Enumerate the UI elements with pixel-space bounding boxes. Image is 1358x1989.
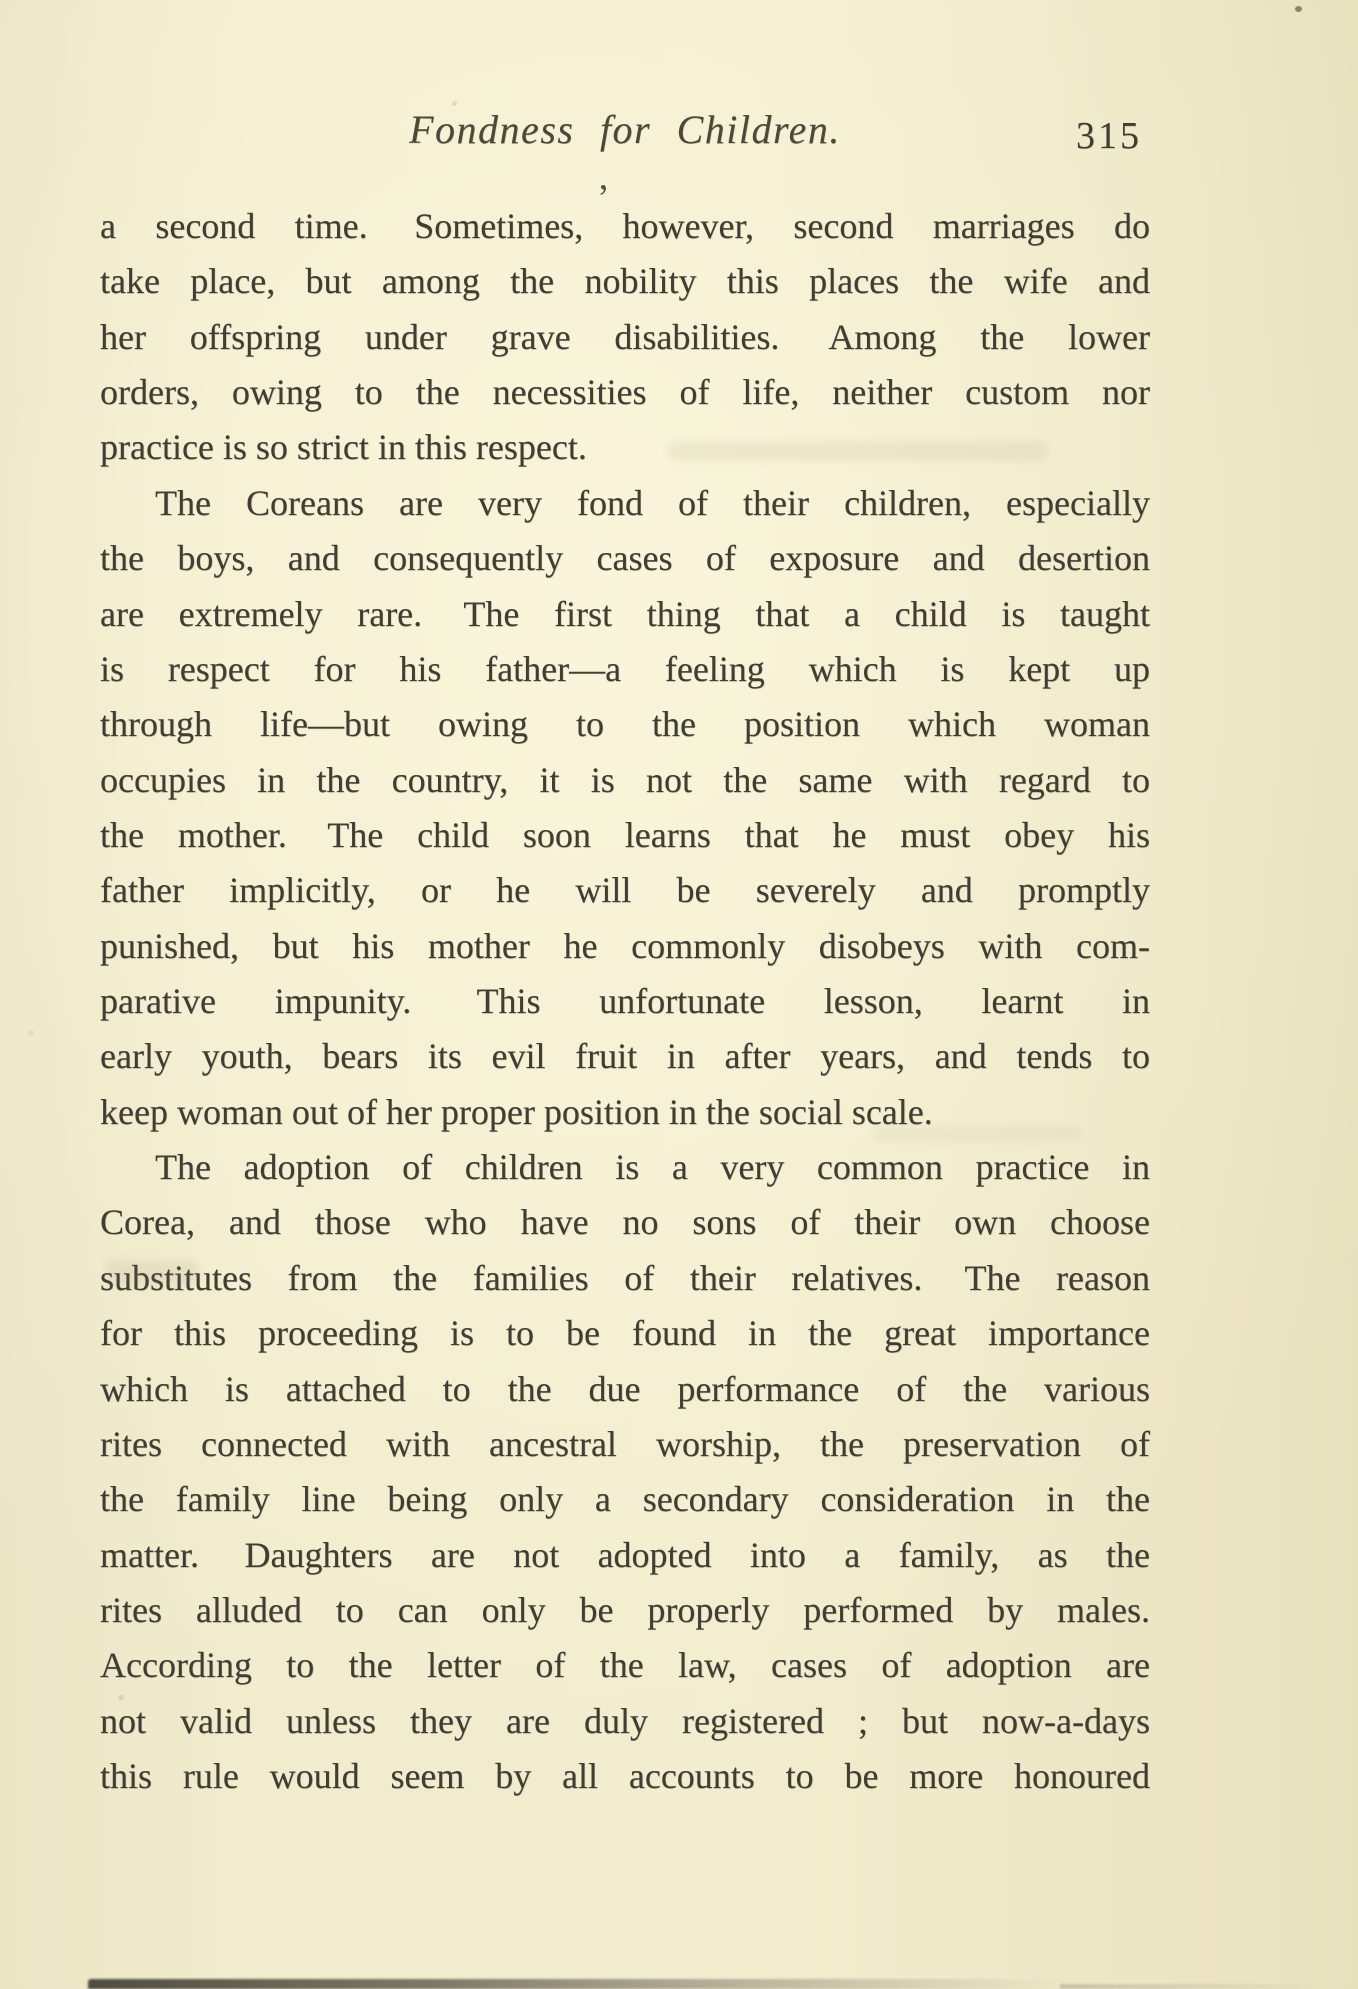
text-line: The Coreans are very fond of their children, especially: [155, 482, 1150, 523]
paragraph: [100, 199, 1150, 476]
page-edge-shadow: [1060, 1984, 1320, 1989]
text-line: occupies in the country, it is not the same with regard to: [100, 759, 1150, 800]
text-line: According to the letter of the law, cases of adoption are: [100, 1645, 1150, 1686]
text-line: which is attached to the due performance of the various: [100, 1368, 1150, 1409]
text-line: orders, owing to the necessities of life, neither custom nor: [100, 372, 1150, 413]
text-line: keep woman out of her proper position in the social scale.: [100, 1091, 933, 1132]
paragraph: [100, 476, 1150, 1140]
text-line: rites connected with ancestral worship, the preservation of: [100, 1423, 1150, 1464]
text-line: father implicitly, or he will be severely and promptly: [100, 870, 1150, 911]
paper-speck: [118, 1695, 124, 1700]
text-line: the boys, and consequently cases of exposure and desertion: [100, 538, 1150, 579]
page-title: Fondness for Children.: [409, 107, 841, 152]
paper-speck: [676, 612, 681, 616]
text-line: through life—but owing to the position which woman: [100, 704, 1150, 745]
text-line: matter. Daughters are not adopted into a family, as the: [100, 1534, 1150, 1575]
page-number: 315: [1076, 115, 1142, 157]
text-line: her offspring under grave disabilities. Among the lower: [100, 316, 1150, 357]
text-line: for this proceeding is to be found in the great importance: [100, 1313, 1150, 1354]
text-line: substitutes from the families of their relatives. The reason: [100, 1257, 1150, 1298]
text-line: practice is so strict in this respect.: [100, 427, 587, 468]
text-line: is respect for his father—a feeling which is kept up: [100, 648, 1150, 689]
showthrough-smudge: [668, 441, 1048, 461]
showthrough-smudge: [106, 1260, 198, 1286]
paper-speck: [1295, 6, 1302, 12]
text-line: The adoption of children is a very common practice in: [155, 1147, 1150, 1188]
text-line: are extremely rare. The first thing that a child is taught: [100, 593, 1150, 634]
paper-speck: [28, 1030, 34, 1036]
text-line: this rule would seem by all accounts to be more honoured: [100, 1756, 1150, 1797]
paper-speck: [452, 101, 457, 106]
text-line: parative impunity. This unfortunate lesson, learnt in: [100, 981, 1150, 1022]
text-line: take place, but among the nobility this places the wife and: [100, 261, 1150, 302]
text-line: rites alluded to can only be properly performed by males.: [100, 1589, 1150, 1630]
text-block: [100, 199, 1150, 1804]
text-line: not valid unless they are duly registered ; but now-a-days: [100, 1700, 1150, 1741]
paragraph: [100, 1140, 1150, 1804]
text-line: the mother. The child soon learns that he must obey his: [100, 814, 1150, 855]
text-line: the family line being only a secondary consideration in the: [100, 1479, 1150, 1520]
text-line: early youth, bears its evil fruit in after years, and tends to: [100, 1036, 1150, 1077]
showthrough-smudge: [872, 1126, 1082, 1142]
text-line: a second time. Sometimes, however, second marriages do: [100, 206, 1150, 246]
page-header: [100, 104, 1150, 164]
text-line: punished, but his mother he commonly disobeys with com-: [100, 925, 1150, 966]
text-line: Corea, and those who have no sons of their own choose: [100, 1202, 1150, 1243]
ink-artifact-mark: ,: [596, 155, 609, 199]
page-edge-shadow: [88, 1979, 1068, 1989]
